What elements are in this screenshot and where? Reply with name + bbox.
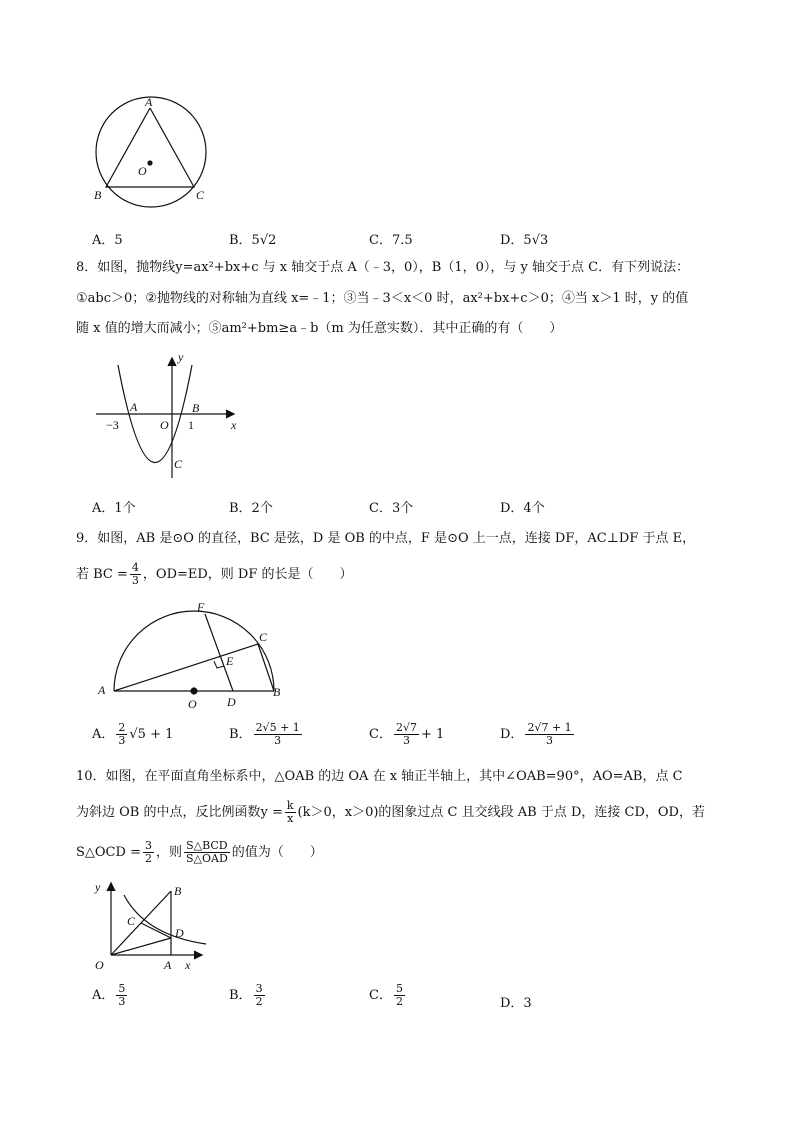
q9-option-d-numerator: 2√7 + 1 <box>527 721 572 734</box>
q7-label-c: C <box>196 188 205 202</box>
q10-label-y: y <box>95 880 101 894</box>
q10-option-a-denominator: 3 <box>118 995 126 1008</box>
q9-option-b-denominator: 3 <box>274 734 282 747</box>
q10-x-axis-arrow <box>194 951 202 959</box>
q8-option-b: B．2个 <box>229 501 273 516</box>
q8-stem-line-1: 8．如图，抛物线y=ax²+bx+c 与 x 轴交于点 A（﹣3，0），B（1，0），与 y 轴交于点 C．有下列说法： <box>76 260 690 275</box>
q10-option-b-fraction <box>254 983 265 1008</box>
q9-option-a-numerator: 2 <box>118 721 126 734</box>
q10-area-numerator: 3 <box>144 839 152 852</box>
q9-bc-numerator: 4 <box>131 561 139 574</box>
q10-label-x: x <box>185 958 191 972</box>
q10-option-b-numerator: 3 <box>255 982 263 995</box>
q9-stem-line-1: 9．如图，AB 是⊙O 的直径，BC 是弦，D 是 OB 的中点，F 是⊙O 上一点，连接 DF，AC⊥DF 于点 E， <box>76 531 696 546</box>
q9-option-c-tail: + 1 <box>420 727 445 742</box>
q9-label-o: O <box>188 697 197 711</box>
q9-stem-post: ，OD=ED，则 DF 的长是（ ） <box>142 567 353 582</box>
q7-option-d: D．5√3 <box>500 233 549 248</box>
q8-tick-neg3: −3 <box>106 418 119 432</box>
q10-area-denominator: 2 <box>144 852 152 865</box>
q10-ratio-denominator: S△OAD <box>185 852 228 865</box>
q10-function-numerator: k <box>286 799 294 812</box>
q10-stem-line-2-pre: 为斜边 OB 的中点，反比例函数y = <box>76 805 283 820</box>
q8-label-a: A <box>130 400 138 414</box>
q7-label-b: B <box>94 188 102 202</box>
q9-option-a-denominator: 3 <box>118 734 126 747</box>
q9-label-c: C <box>259 630 268 644</box>
q8-label-y: y <box>178 350 184 364</box>
q7-label-o: O <box>138 164 147 178</box>
q10-stem-line-3-pre: S△OCD = <box>76 845 141 860</box>
q10-option-c-denominator: 2 <box>395 995 403 1008</box>
q10-stem-line-2-post: (k＞0，x＞0)的图象过点 C 且交线段 AB 于点 D，连接 CD，OD，若 <box>297 805 705 820</box>
q8-label-o: O <box>160 418 169 432</box>
q8-option-d: D．4个 <box>500 501 545 516</box>
q9-option-a-label: A． <box>92 727 115 742</box>
q10-option-b <box>229 983 267 1008</box>
q9-option-a-tail: √5 + 1 <box>129 727 174 742</box>
q10-option-c-numerator: 5 <box>395 982 403 995</box>
q10-function-denominator: x <box>287 812 294 825</box>
q10-option-a-numerator: 5 <box>118 982 126 995</box>
q7-option-b: B．5√2 <box>229 233 277 248</box>
q7-label-a: A <box>145 95 153 109</box>
q10-label-d: D <box>175 926 184 940</box>
q7-option-a: A．5 <box>92 233 123 248</box>
q10-option-b-denominator: 2 <box>255 995 263 1008</box>
q9-option-b-label: B． <box>229 727 252 742</box>
q8-label-c: C <box>174 457 183 471</box>
q9-option-c-label: C． <box>369 727 392 742</box>
q10-option-a-label: A． <box>92 988 115 1003</box>
q8-stem-line-3: 随 x 值的增大而减小；⑤am²+bm≥a﹣b（m 为任意实数）．其中正确的有（ ） <box>76 321 563 336</box>
q9-bc-denominator: 3 <box>131 574 139 587</box>
q9-label-d: D <box>227 695 236 709</box>
q10-label-o: O <box>95 958 104 972</box>
q10-option-b-label: B． <box>229 988 252 1003</box>
q9-label-b: B <box>273 685 281 699</box>
q8-option-c: C．3个 <box>369 501 414 516</box>
q7-option-c: C．7.5 <box>369 233 413 248</box>
q8-label-b: B <box>192 401 200 415</box>
q10-stem-line-1: 10．如图，在平面直角坐标系中，△OAB 的边 OA 在 x 轴正半轴上，其中∠OAB=90°，AO=AB，点 C <box>76 769 683 784</box>
q10-label-a: A <box>164 958 172 972</box>
q9-stem-pre: 若 BC = <box>76 567 128 582</box>
q10-segment-od <box>111 938 171 955</box>
q10-option-d: D．3 <box>500 996 532 1011</box>
q8-tick-1: 1 <box>188 418 194 432</box>
q10-option-a <box>92 983 129 1008</box>
q9-option-c-denominator: 3 <box>402 734 410 747</box>
q10-ratio-numerator: S△BCD <box>186 839 228 852</box>
q10-stem-line-3-post: 的值为（ ） <box>231 845 323 860</box>
q10-option-a-fraction <box>116 983 127 1008</box>
q9-option-d-label: D． <box>500 727 524 742</box>
q9-option-c-numerator: 2√7 <box>395 721 417 734</box>
q9-label-e: E <box>226 654 234 668</box>
q10-option-c-label: C． <box>369 988 392 1003</box>
q8-option-a: A．1个 <box>92 501 136 516</box>
q10-option-c <box>369 983 407 1008</box>
q10-hyperbola-curve <box>124 895 206 944</box>
q10-stem-line-3-mid: ，则 <box>155 845 182 860</box>
q9-label-a: A <box>98 683 106 697</box>
q10-segment-cd <box>141 923 171 938</box>
q10-y-axis-arrow <box>107 883 115 891</box>
q9-label-f: F <box>197 600 205 614</box>
q10-label-c: C <box>127 914 136 928</box>
q9-option-b-numerator: 2√5 + 1 <box>255 721 300 734</box>
q8-label-x: x <box>231 418 237 432</box>
q10-option-c-fraction <box>394 983 405 1008</box>
q10-label-b: B <box>174 884 182 898</box>
q9-option-d-denominator: 3 <box>546 734 554 747</box>
q8-stem-line-2: ①abc＞0；②抛物线的对称轴为直线 x=﹣1；③当﹣3＜x＜0 时，ax²+bx+c＞0；④当 x＞1 时，y 的值 <box>76 291 689 306</box>
